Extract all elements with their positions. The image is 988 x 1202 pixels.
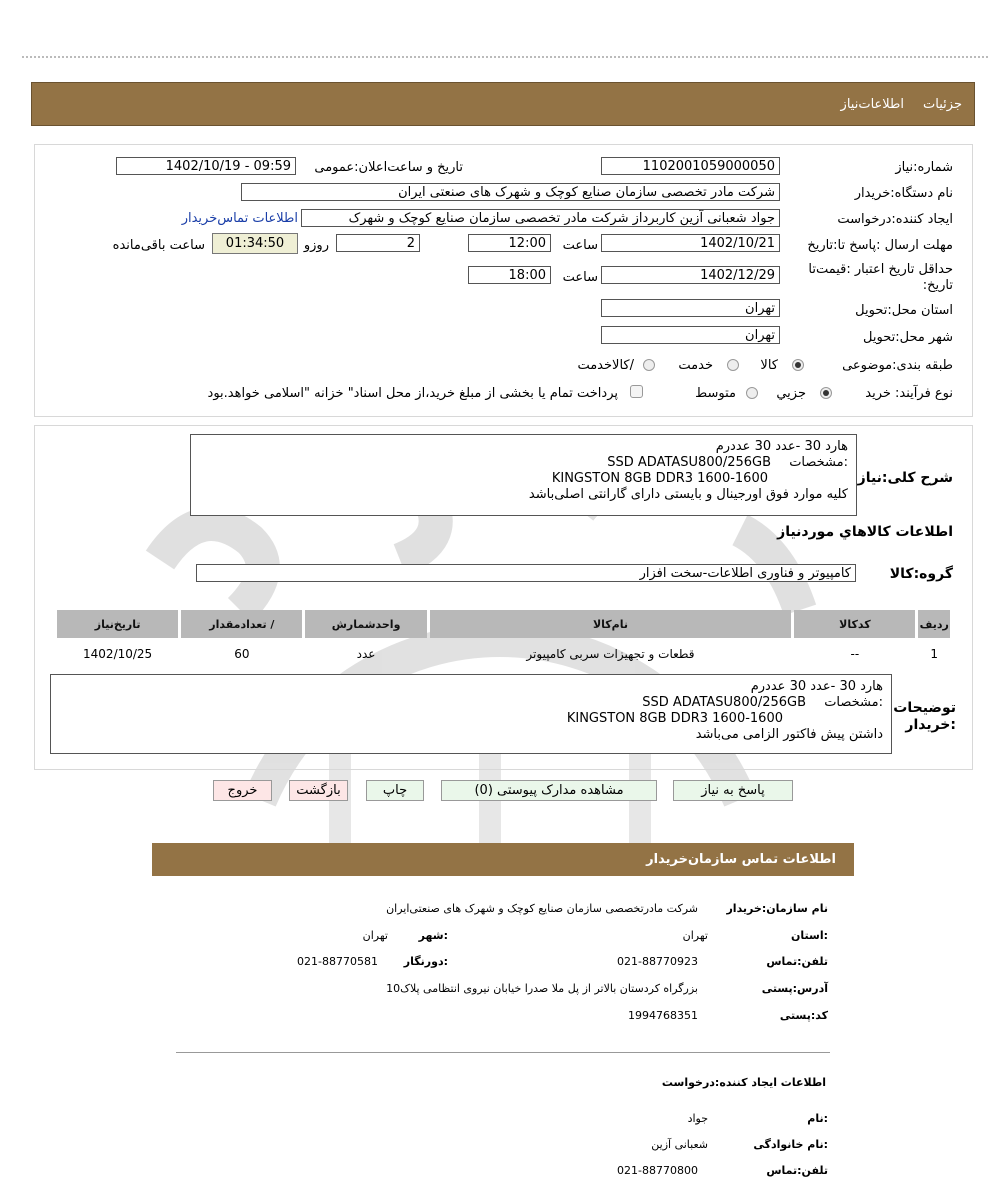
summary-spec-value: SSD ADATASU800/256GB — [607, 455, 772, 470]
days-field: 2 — [336, 234, 420, 252]
creator-info-title: اطلاعات ایجاد کننده:درخواست — [661, 1076, 826, 1089]
reply-button[interactable]: پاسخ به نیاز — [673, 780, 793, 801]
group-field: کامپیوتر و فناوری اطلاعات-سخت افزار — [196, 564, 856, 582]
col-unit: واحدشمارش — [305, 610, 426, 638]
cell-code: -- — [850, 647, 860, 661]
col-qty: / تعدادمقدار — [181, 610, 302, 638]
creator-phone-label: تلفن:تماس — [766, 1164, 828, 1177]
creator-phone-value: 021-88770800 — [617, 1164, 698, 1177]
tab-details[interactable]: جزئیات — [923, 97, 962, 112]
cell-date: 1402/10/25 — [83, 647, 153, 661]
treasury-payment-note: پرداخت تمام یا بخشی از مبلغ خرید،از محل اسناد" خزانه "اسلامی خواهد.بود — [207, 386, 618, 401]
radio-service-label: خدمت — [678, 358, 713, 373]
send-hour-label: ساعت — [562, 238, 598, 253]
contact-province-label: :استان — [791, 929, 828, 942]
remaining-label: ساعت باقی‌مانده — [112, 238, 205, 253]
creator-family-label: :نام خانوادگی — [753, 1138, 828, 1151]
phone-value: 021-88770923 — [617, 955, 698, 968]
fax-value: 021-88770581 — [297, 955, 378, 968]
cell-qty: 60 — [234, 647, 250, 661]
table-row — [57, 641, 950, 667]
announce-label: تاریخ و ساعت‌اعلان:عمومی — [314, 160, 463, 175]
need-number-label: شماره:نیاز — [895, 160, 953, 175]
buyer-notes-box — [50, 674, 892, 754]
buyer-contact-link[interactable]: اطلاعات تماس‌خریدار — [181, 211, 298, 226]
creator-field: جواد شعبانی آزین کاربرداز شرکت مادر تخصصی سازمان صنایع کوچک و شهرک — [301, 209, 780, 227]
postal-value: 1994768351 — [628, 1009, 698, 1022]
group-label: گروه:کالا — [889, 566, 953, 582]
summary-line-2 — [199, 455, 848, 471]
price-validity-label: حداقل تاریخ اعتبار :قیمت‌تا — [808, 262, 953, 277]
summary-label: شرح کلی:نیاز — [857, 470, 953, 486]
org-value: شرکت مادرتخصصی سازمان صنایع کوچک و شهرک های صنعتی‌ایران — [386, 902, 698, 915]
print-button[interactable]: چاپ — [366, 780, 424, 801]
price-time-field: 18:00 — [468, 266, 551, 284]
contact-header — [152, 843, 854, 876]
creator-family-value: شعبانی آزین — [651, 1138, 708, 1151]
send-date-field: 1402/10/21 — [601, 234, 780, 252]
address-value: بزرگراه کردستان بالاتر از پل ملا صدرا خیابان نیروی انتظامی پلاک10 — [386, 982, 698, 995]
notes-line-4: داشتن پیش فاکتور الزامی می‌باشد — [695, 727, 883, 742]
contact-divider — [176, 1052, 830, 1053]
exit-button[interactable]: خروج — [213, 780, 272, 801]
price-validity-label-2: تاریخ: — [922, 278, 953, 293]
need-number-field: 1102001059000050 — [601, 157, 780, 175]
notes-spec-value: SSD ADATASU800/256GB — [642, 695, 807, 710]
city-label: شهر محل:تحویل — [863, 330, 953, 345]
send-deadline-label: مهلت ارسال :پاسخ تا:تاریخ — [807, 238, 953, 253]
postal-label: کد:پستی — [779, 1009, 828, 1022]
treasury-payment-checkbox[interactable] — [630, 385, 643, 398]
radio-partial[interactable] — [820, 387, 832, 399]
cell-unit: عدد — [356, 647, 376, 661]
remaining-timer: 01:34:50 — [212, 233, 298, 254]
radio-medium[interactable] — [746, 387, 758, 399]
creator-label: ایجاد کننده:درخواست — [837, 212, 953, 227]
contact-city-label: :شهر — [418, 929, 448, 942]
radio-goods-service-label: /کالاخدمت — [577, 358, 634, 373]
contact-province-value: تهران — [682, 929, 708, 942]
radio-service[interactable] — [727, 359, 739, 371]
day-label: روزو — [303, 238, 329, 253]
category-label: طبقه بندی:موضوعی — [842, 358, 953, 373]
price-date-field: 1402/12/29 — [601, 266, 780, 284]
process-label: نوع فرآیند: خرید — [865, 386, 953, 401]
buyer-org-field: شرکت مادر تخصصی سازمان صنایع کوچک و شهرک های صنعتی ایران — [241, 183, 780, 201]
creator-name-value: جواد — [687, 1112, 708, 1125]
radio-partial-label: جزیي — [776, 386, 806, 401]
notes-line-2 — [59, 695, 883, 711]
notes-spec-label: :مشخصات — [824, 695, 883, 710]
cell-name: قطعات و تجهیزات سربی کامپیوتر — [526, 647, 695, 661]
top-divider — [22, 56, 988, 58]
creator-name-label: :نام — [807, 1112, 828, 1125]
radio-goods-service[interactable] — [643, 359, 655, 371]
summary-spec-label: :مشخصات — [789, 455, 848, 470]
goods-title: اطلاعات کالاهاي موردنیاز — [777, 524, 953, 540]
buyer-org-label: نام دستگاه:خریدار — [854, 186, 953, 201]
province-label: استان محل:تحویل — [855, 303, 953, 318]
announce-field: 1402/10/19 - 09:59 — [116, 157, 296, 175]
radio-goods[interactable] — [792, 359, 804, 371]
tab-need-info[interactable]: اطلاعات‌نیاز — [840, 97, 904, 112]
summary-line-4: کلیه موارد فوق اورجینال و بایستی دارای گارانتی اصلی‌باشد — [528, 487, 848, 502]
send-time-field: 12:00 — [468, 234, 551, 252]
address-label: آدرس:پستی — [761, 982, 828, 995]
summary-box — [190, 434, 857, 516]
back-button[interactable]: بازگشت — [289, 780, 348, 801]
page-header — [31, 82, 975, 126]
col-name: نام‌کالا — [430, 610, 792, 638]
province-field: تهران — [601, 299, 780, 317]
notes-line-1: هارد 30 -عدد 30 عددرم — [750, 679, 883, 694]
org-label: نام سازمان:خریدار — [726, 902, 828, 915]
city-field: تهران — [601, 326, 780, 344]
items-table — [54, 607, 953, 670]
col-row: ردیف — [918, 610, 950, 638]
buyer-notes-label: توضیحات — [893, 700, 956, 716]
col-date: تاریخ‌نیاز — [57, 610, 178, 638]
price-hour-label: ساعت — [562, 270, 598, 285]
phone-label: تلفن:تماس — [766, 955, 828, 968]
col-code: کدکالا — [794, 610, 915, 638]
summary-line-1: هارد 30 -عدد 30 عددرم — [715, 439, 848, 454]
radio-goods-label: کالا — [760, 358, 778, 373]
contact-title: اطلاعات تماس سازمان‌خریدار — [646, 852, 836, 867]
cell-row: 1 — [930, 647, 939, 661]
summary-line-3: KINGSTON 8GB DDR3 1600-1600 — [551, 471, 768, 486]
attachments-button[interactable]: مشاهده مدارک پیوستی (0) — [441, 780, 657, 801]
contact-city-value: تهران — [362, 929, 388, 942]
buyer-notes-label-2: :خریدار — [905, 717, 956, 733]
notes-line-3: KINGSTON 8GB DDR3 1600-1600 — [566, 711, 783, 726]
fax-label: :دورنگار — [403, 955, 448, 968]
radio-medium-label: متوسط — [695, 386, 736, 401]
